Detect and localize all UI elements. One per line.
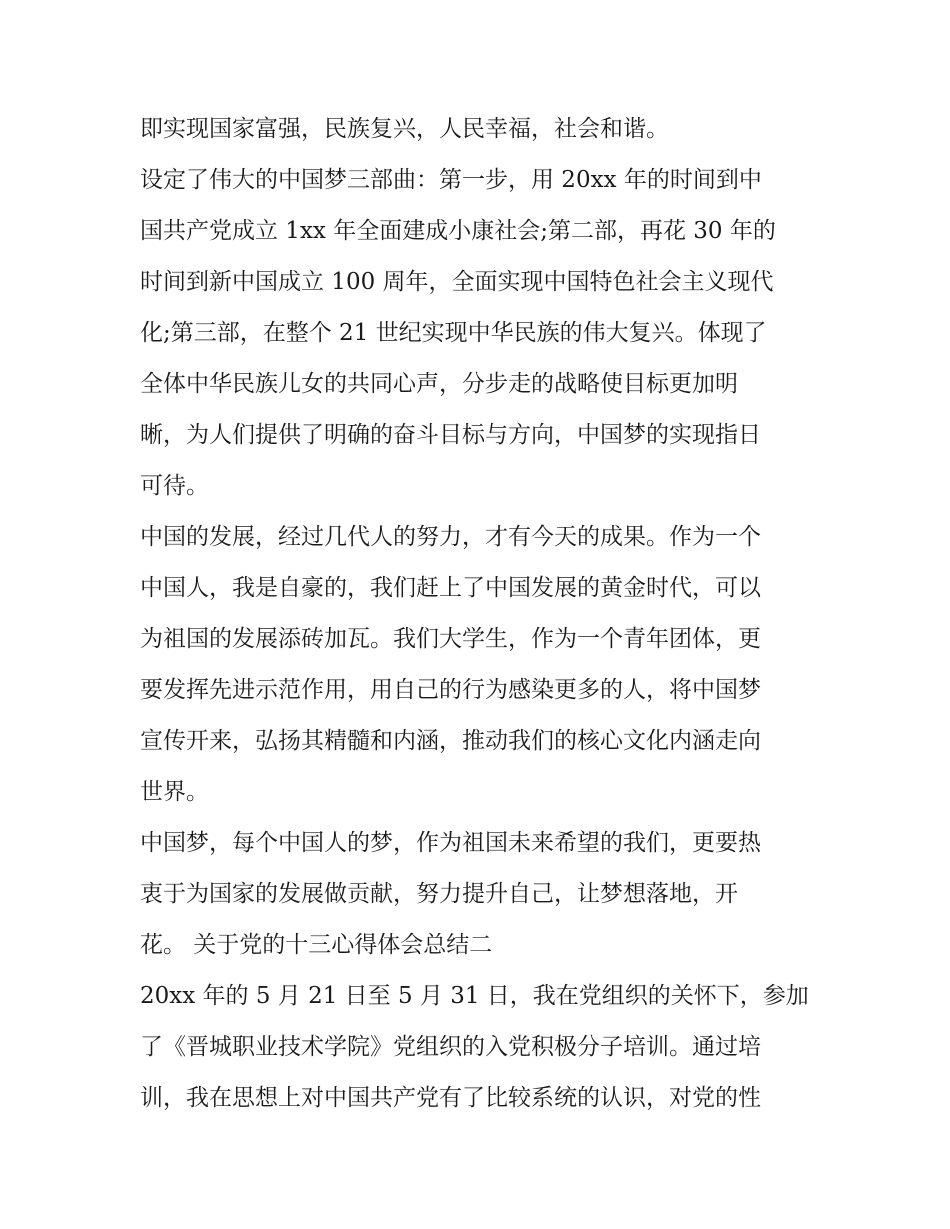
text-line-16: 衷于为国家的发展做贡献，努力提升自己，让梦想落地，开 bbox=[140, 881, 738, 907]
text-line-4: 时间到新中国成立 100 周年，全面实现中国特色社会主义现代 bbox=[140, 269, 774, 295]
text-line-10: 中国人，我是自豪的，我们赶上了中国发展的黄金时代，可以 bbox=[140, 575, 761, 601]
text-line-1: 即实现国家富强，民族复兴，人民幸福，社会和谐。 bbox=[140, 116, 669, 142]
text-line-17: 花。 关于党的十三心得体会总结二 bbox=[140, 932, 493, 958]
text-line-9: 中国的发展，经过几代人的努力，才有今天的成果。作为一个 bbox=[140, 524, 761, 550]
text-line-12: 要发挥先进示范作用，用自己的行为感染更多的人，将中国梦 bbox=[140, 677, 761, 703]
text-line-14: 世界。 bbox=[140, 779, 209, 805]
text-line-20: 训，我在思想上对中国共产党有了比较系统的认识，对党的性 bbox=[140, 1085, 761, 1111]
text-line-15: 中国梦，每个中国人的梦，作为祖国未来希望的我们，更要热 bbox=[140, 830, 761, 856]
text-line-7: 晰，为人们提供了明确的奋斗目标与方向，中国梦的实现指日 bbox=[140, 422, 761, 448]
text-line-18: 20xx 年的 5 月 21 日至 5 月 31 日，我在党组织的关怀下，参加 bbox=[140, 983, 809, 1009]
text-line-2: 设定了伟大的中国梦三部曲：第一步，用 20xx 年的时间到中 bbox=[140, 167, 762, 193]
document-body bbox=[140, 104, 820, 1124]
text-line-5: 化;第三部，在整个 21 世纪实现中华民族的伟大复兴。体现了 bbox=[140, 320, 767, 346]
text-line-3: 国共产党成立 1xx 年全面建成小康社会;第二部，再花 30 年的 bbox=[140, 218, 776, 244]
text-line-8: 可待。 bbox=[140, 473, 209, 499]
text-line-13: 宣传开来，弘扬其精髓和内涵，推动我们的核心文化内涵走向 bbox=[140, 728, 761, 754]
text-line-6: 全体中华民族儿女的共同心声，分步走的战略使目标更加明 bbox=[140, 371, 738, 397]
text-line-11: 为祖国的发展添砖加瓦。我们大学生，作为一个青年团体，更 bbox=[140, 626, 761, 652]
text-line-19: 了《晋城职业技术学院》党组织的入党积极分子培训。通过培 bbox=[140, 1034, 761, 1060]
